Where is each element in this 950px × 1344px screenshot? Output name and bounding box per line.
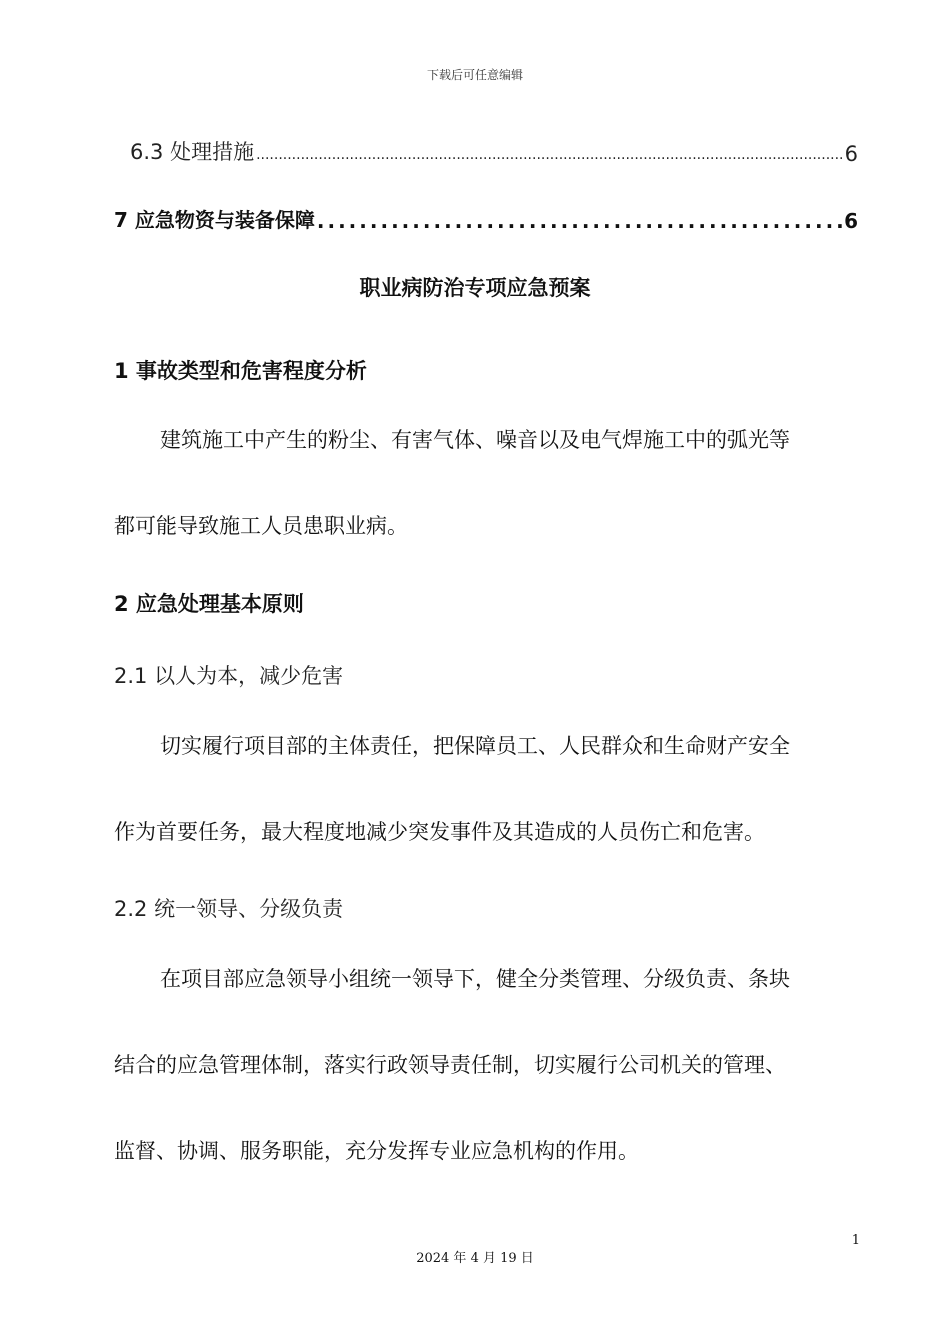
toc-entry-6-3[interactable] [114,136,858,166]
section-2-2-heading: 2.2 统一领导、分级负责 [114,897,344,921]
toc-leader [317,209,842,233]
document-title: 职业病防治专项应急预案 [359,276,591,300]
section-1-heading: 1 事故类型和危害程度分析 [114,359,367,383]
section-2-1-heading: 2.1 以人为本，减少危害 [114,664,344,688]
paragraph-line: 作为首要任务，最大程度地减少突发事件及其造成的人员伤亡和危害。 [114,820,765,844]
header-note: 下载后可任意编辑 [426,68,523,82]
toc-label: 7 应急物资与装备保障 [114,208,315,232]
paragraph-line: 建筑施工中产生的粉尘、有害气体、噪音以及电气焊施工中的弧光等 [160,428,790,452]
section-2-heading: 2 应急处理基本原则 [114,592,304,616]
toc-label: 6.3 处理措施 [130,140,255,164]
section-2-2-paragraph [114,936,858,1194]
toc-page: 6 [844,142,858,166]
paragraph-line: 结合的应急管理体制，落实行政领导责任制，切实履行公司机关的管理、 [114,1053,786,1077]
paragraph-line: 监督、协调、服务职能，充分发挥专业应急机构的作用。 [114,1139,639,1163]
paragraph-line: 在项目部应急领导小组统一领导下，健全分类管理、分级负责、条块 [160,967,790,991]
toc-entry-7[interactable] [114,204,858,233]
toc-page: 6 [844,209,858,233]
page-number: 1 [851,1233,860,1248]
section-2-1-paragraph [114,703,858,875]
paragraph-line: 都可能导致施工人员患职业病。 [114,514,408,538]
section-1-paragraph [114,397,858,569]
footer-date: 2024 年 4 月 19 日 [416,1251,534,1266]
paragraph-line: 切实履行项目部的主体责任，把保障员工、人民群众和生命财产安全 [160,734,790,758]
toc-leader [256,144,843,166]
